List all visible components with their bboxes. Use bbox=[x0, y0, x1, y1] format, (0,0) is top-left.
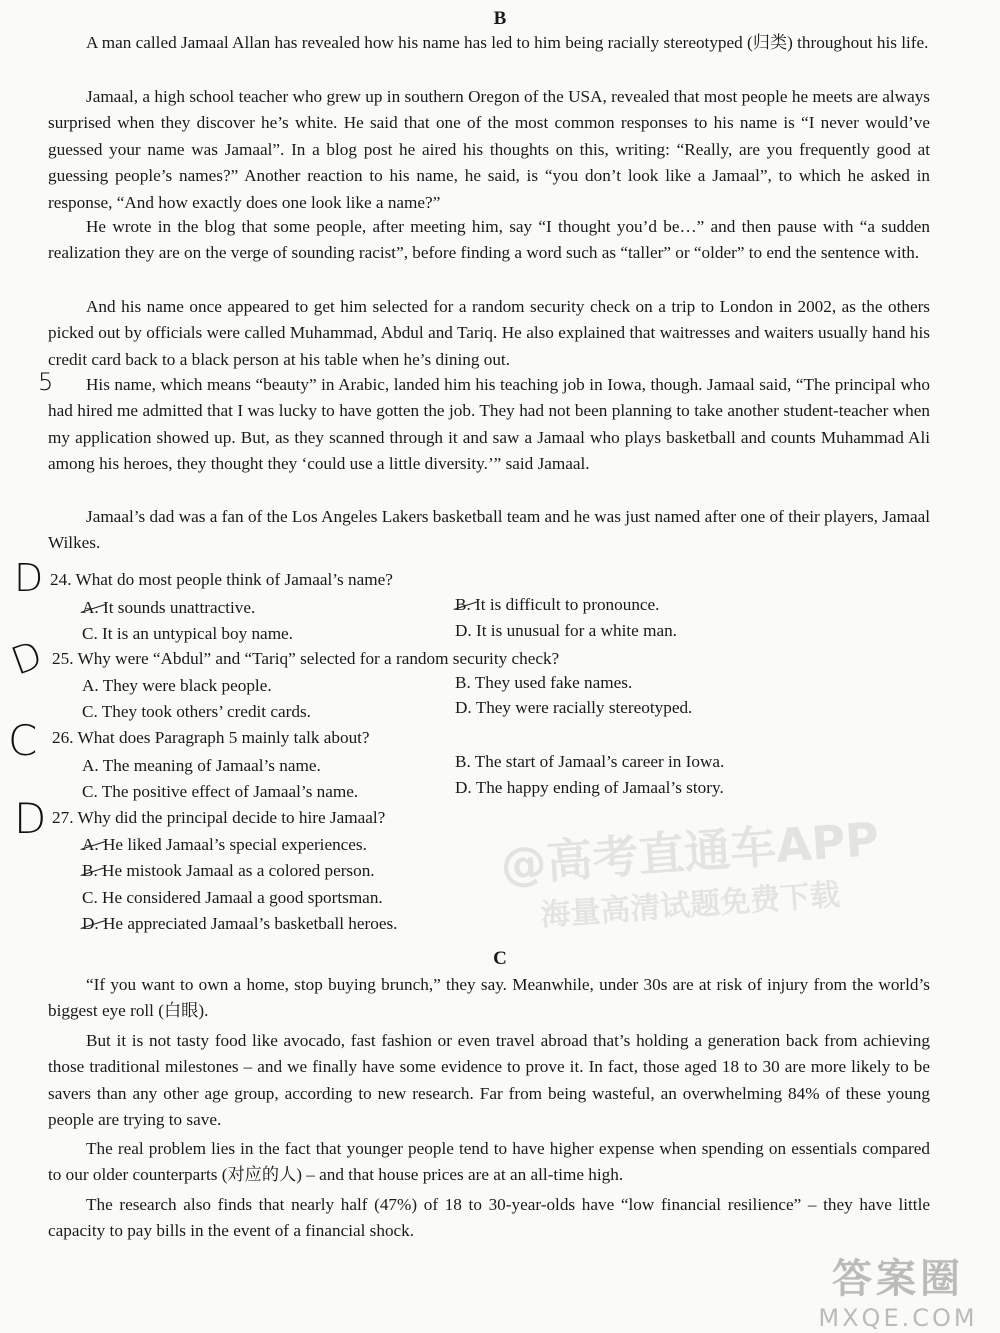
question-24-option-a: A. It sounds unattractive. bbox=[82, 598, 256, 617]
watermark-line1: @高考直通车APP bbox=[498, 811, 881, 893]
paragraph-b6: Jamaal’s dad was a fan of the Los Angeles Lakers basketball team and he was just named after one of their players, Jamaal Wilkes. bbox=[48, 507, 930, 553]
question-25-option-b: B. They used fake names. bbox=[455, 673, 633, 692]
section-b-title: B bbox=[493, 8, 507, 29]
paragraph-c4: The research also finds that nearly half (47%) of 18 to 30-year-olds have “low financial resilience” – they have little capacity to pay bills in the event of a financial shock. bbox=[48, 1195, 930, 1241]
watermark-line2: 海量高清试题免费下载 bbox=[539, 877, 842, 934]
question-25-stem: 25. Why were “Abdul” and “Tariq” selected for a random security check? bbox=[52, 649, 560, 668]
logo-main-text: 答案圈 bbox=[832, 1256, 964, 1302]
answer-mark-27: D bbox=[14, 794, 47, 843]
question-24-option-c: C. It is an untypical boy name. bbox=[82, 624, 293, 643]
question-24-stem: 24. What do most people think of Jamaal’s name? bbox=[50, 570, 393, 589]
logo-sub-text: MXQE.COM bbox=[818, 1304, 978, 1332]
question-27-option-a: A. He liked Jamaal’s special experiences. bbox=[82, 835, 367, 854]
question-27-option-d: D. He appreciated Jamaal’s basketball heroes. bbox=[82, 914, 398, 933]
question-26-option-b: B. The start of Jamaal’s career in Iowa. bbox=[455, 752, 725, 771]
answer-mark-24: D bbox=[14, 556, 44, 600]
paragraph-c3: The real problem lies in the fact that younger people tend to have higher expense when spending on essentials compared to our older counterparts (对应的人) – and that house prices are at an all-time high. bbox=[48, 1139, 930, 1185]
question-26-option-d: D. The happy ending of Jamaal’s story. bbox=[455, 778, 724, 797]
paragraph-b5: His name, which means “beauty” in Arabic, landed him his teaching job in Iowa, though. Jamaal said, “The principal who had hired me admitted that I was lucky to have gotten the job. They had not been planning to take another student-teacher when my application showed up. But, as they scanned through it and saw a Jamaal who plays basketball and counts Muhammad Ali among his heroes, they thought they ‘could use a little diversity.’” said Jamaal. bbox=[48, 375, 930, 474]
paragraph-c2: But it is not tasty food like avocado, fast fashion or even travel abroad that’s holding a generation back from achieving those traditional milestones – and we finally have some evidence to prove it. In fact, those aged 18 to 30 are more likely to be savers than any other age group, according to new research. Far from being wasteful, an overwhelming 84% of these young people are trying to save. bbox=[48, 1031, 930, 1130]
paragraph-c1: “If you want to own a home, stop buying brunch,” they say. Meanwhile, under 30s are at risk of injury from the world’s biggest eye roll (白眼). bbox=[48, 975, 930, 1021]
answer-mark-25: D bbox=[5, 632, 48, 684]
question-25-option-a: A. They were black people. bbox=[82, 676, 272, 695]
paragraph-b2: Jamaal, a high school teacher who grew up in southern Oregon of the USA, revealed that most people he meets are always surprised when they discover he’s white. He said that one of the most common responses to his name is “I never would’ve guessed your name was Jamaal”. In a blog post he aired his thoughts on this, writing: “Really, are you frequently good at guessing people’s names?” Another reaction to his name, he said, is “you don’t look like a Jamaal”, to which he asked in response, “And how exactly does one look like a name?” bbox=[48, 87, 930, 212]
answer-mark-26: C bbox=[8, 716, 38, 765]
site-logo bbox=[808, 1247, 988, 1332]
paragraph-b4: And his name once appeared to get him selected for a random security check on a trip to London in 2002, as the others picked out by officials were called Muhammad, Abdul and Tariq. He also explained that waitresses and waiters usually hand his credit card back to a black person at his table when he’s dining out. bbox=[48, 297, 930, 369]
question-24-option-b: B. It is difficult to pronounce. bbox=[455, 595, 660, 614]
question-25-option-c: C. They took others’ credit cards. bbox=[82, 702, 311, 721]
question-24-option-d: D. It is unusual for a white man. bbox=[455, 621, 677, 640]
question-26-option-c: C. The positive effect of Jamaal’s name. bbox=[82, 782, 359, 801]
question-26-option-a: A. The meaning of Jamaal’s name. bbox=[82, 756, 321, 775]
question-26-stem: 26. What does Paragraph 5 mainly talk about? bbox=[52, 728, 370, 747]
paragraph-b3: He wrote in the blog that some people, after meeting him, say “I thought you’d be…” and then pause with “a sudden realization they are on the verge of sounding racist”, before finding a word such as “taller” or “older” to end the sentence with. bbox=[48, 217, 930, 263]
section-c-title: C bbox=[493, 948, 507, 969]
question-25-option-d: D. They were racially stereotyped. bbox=[455, 698, 693, 717]
question-27-stem: 27. Why did the principal decide to hire Jamaal? bbox=[52, 808, 386, 827]
paragraph-b1: A man called Jamaal Allan has revealed how his name has led to him being racially stereotyped (归类) throughout his life. bbox=[86, 33, 929, 52]
margin-note-5: 5 bbox=[38, 368, 54, 396]
question-27-option-b: B. He mistook Jamaal as a colored person. bbox=[82, 861, 375, 880]
question-27-option-c: C. He considered Jamaal a good sportsman. bbox=[82, 888, 383, 907]
